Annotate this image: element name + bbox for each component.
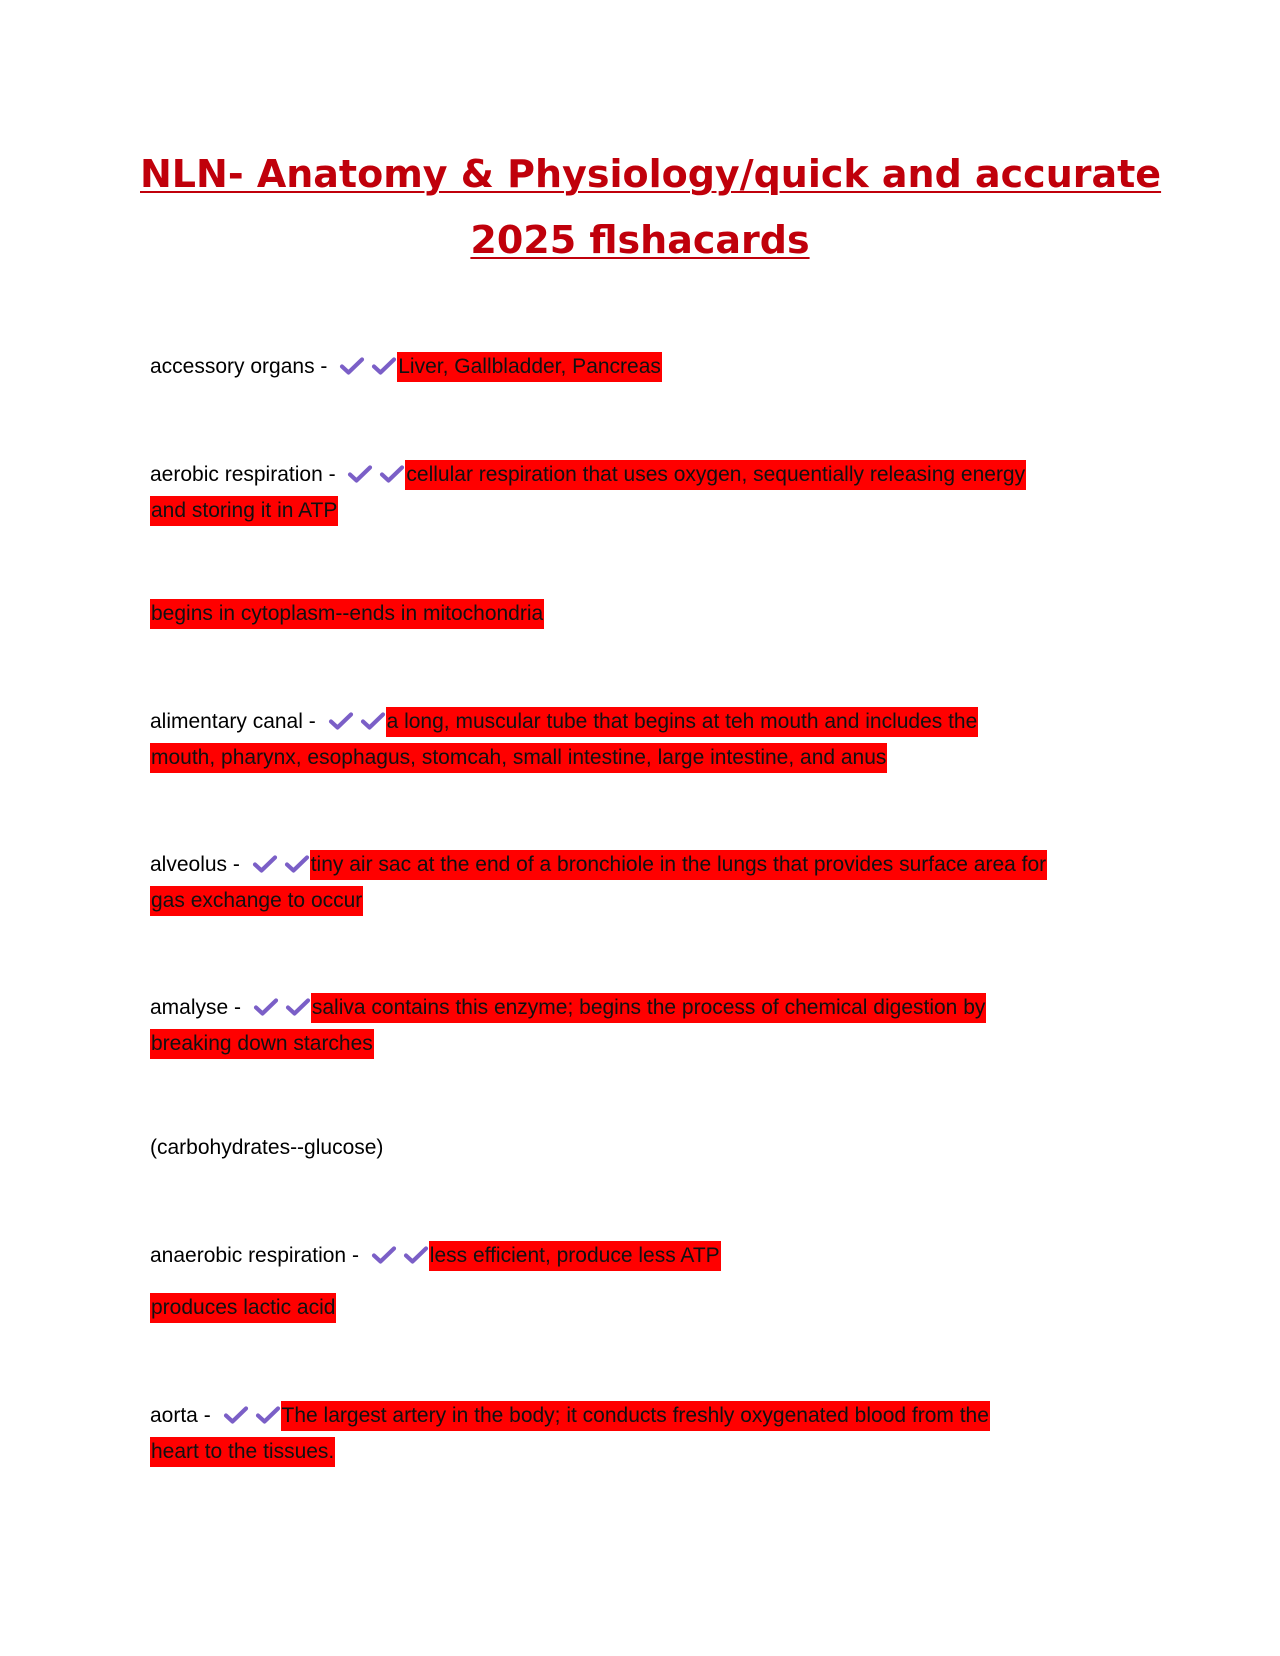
card-definition: a long, muscular tube that begins at teh mouth and includes the	[386, 707, 979, 737]
card-definition: Liver, Gallbladder, Pancreas	[397, 352, 662, 382]
card-definition-continued	[150, 1295, 336, 1321]
flashcard-accessory-organs	[150, 354, 662, 380]
card-definition-continued	[150, 1031, 374, 1057]
check-icon	[223, 1405, 249, 1425]
card-term: alveolus -	[150, 853, 246, 876]
check-icon	[360, 711, 386, 731]
flashcard-anaerobic-respiration	[150, 1243, 721, 1269]
flashcard-aerobic-respiration	[150, 462, 1026, 488]
card-term: aerobic respiration -	[150, 463, 342, 486]
card-definition: tiny air sac at the end of a bronchiole in the lungs that provides surface area for	[310, 850, 1047, 880]
card-definition: produces lactic acid	[150, 1293, 336, 1323]
check-icon	[371, 1245, 397, 1265]
card-note	[150, 1135, 383, 1161]
card-definition: cellular respiration that uses oxygen, sequentially releasing energy	[405, 460, 1026, 490]
card-definition: begins in cytoplasm--ends in mitochondria	[150, 599, 544, 629]
card-definition: breaking down starches	[150, 1029, 374, 1059]
card-definition-continued	[150, 888, 363, 914]
check-icon	[285, 997, 311, 1017]
card-definition: less efficient, produce less ATP	[429, 1241, 721, 1271]
flashcard-aorta	[150, 1403, 990, 1429]
check-icon	[403, 1245, 429, 1265]
card-definition: heart to the tissues.	[150, 1437, 335, 1467]
flashcard-amalyse	[150, 995, 986, 1021]
check-icon	[347, 464, 373, 484]
check-icon	[252, 854, 278, 874]
card-definition: gas exchange to occur	[150, 886, 363, 916]
check-icon	[371, 356, 397, 376]
flashcard-alveolus	[150, 852, 1047, 878]
card-definition-continued	[150, 498, 338, 524]
card-term: anaerobic respiration -	[150, 1244, 365, 1267]
card-term: amalyse -	[150, 996, 247, 1019]
check-icon	[253, 997, 279, 1017]
check-icon	[379, 464, 405, 484]
card-definition-continued	[150, 1439, 335, 1465]
document-title-line-2: 2025 flshacards	[470, 218, 810, 262]
card-extra-line	[150, 601, 544, 627]
card-note-text: (carbohydrates--glucose)	[150, 1136, 384, 1159]
check-icon	[255, 1405, 281, 1425]
card-definition: mouth, pharynx, esophagus, stomcah, small intestine, large intestine, and anus	[150, 743, 887, 773]
card-term: alimentary canal -	[150, 710, 322, 733]
card-term: aorta -	[150, 1404, 217, 1427]
flashcard-alimentary-canal	[150, 709, 978, 735]
check-icon	[328, 711, 354, 731]
card-definition: The largest artery in the body; it conducts freshly oxygenated blood from the	[281, 1401, 990, 1431]
document-title-line-1: NLN- Anatomy & Physiology/quick and accurate	[140, 152, 1162, 196]
check-icon	[284, 854, 310, 874]
card-definition: saliva contains this enzyme; begins the process of chemical digestion by	[311, 993, 987, 1023]
card-definition: and storing it in ATP	[150, 496, 338, 526]
check-icon	[339, 356, 365, 376]
card-term: accessory organs -	[150, 355, 334, 378]
card-definition-continued	[150, 745, 887, 771]
